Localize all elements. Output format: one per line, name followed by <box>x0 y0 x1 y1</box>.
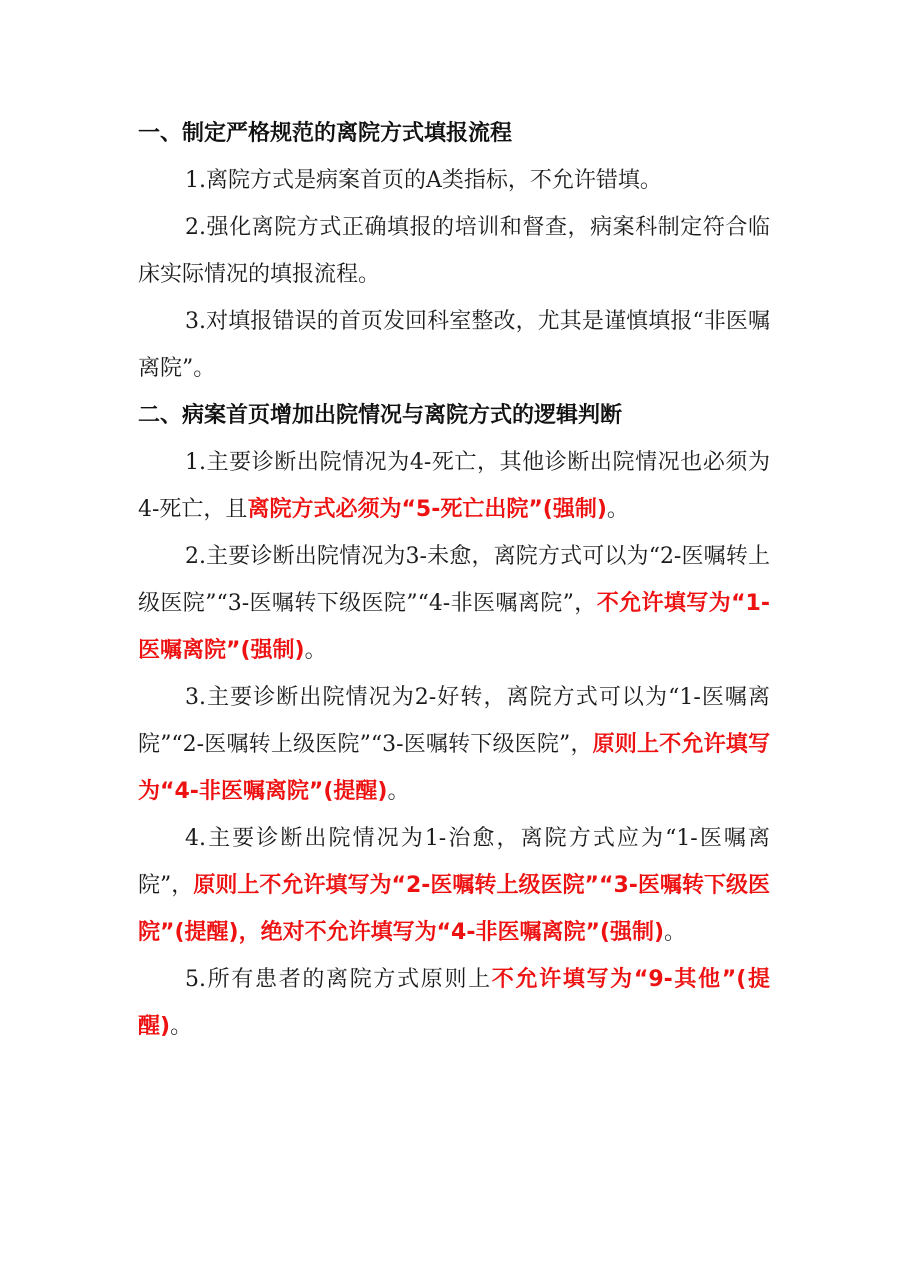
section-2-item-3 <box>138 674 770 815</box>
item-text: 2.主要诊断出院情况为3-未愈，离院方式可以为“2-医嘱转上级医院”“3-医嘱转下级医院”“4-非医嘱离院”， <box>138 544 770 616</box>
item-end: 。 <box>304 638 327 663</box>
rule-highlight: 不允许填写为“9-其他”(提醒) <box>138 967 770 1039</box>
section-1-heading: 一、制定严格规范的离院方式填报流程 <box>138 121 513 146</box>
document-page <box>138 110 770 1050</box>
item-end: 。 <box>387 779 410 804</box>
section-2-item-2 <box>138 533 770 674</box>
rule-highlight: 原则上不允许填写为“2-医嘱转上级医院”“3-医嘱转下级医院”(提醒)，绝对不允许填写为“4-非医嘱离院”(强制) <box>138 873 770 945</box>
rule-highlight: 离院方式必须为“5-死亡出院”(强制) <box>247 497 607 522</box>
item-text: 4.主要诊断出院情况为1-治愈，离院方式应为“1-医嘱离院”， <box>138 826 770 898</box>
item-end: 。 <box>170 1014 193 1039</box>
rule-highlight: 不允许填写为“1-医嘱离院”(强制) <box>138 591 770 663</box>
section-1-item-2: 2.强化离院方式正确填报的培训和督查，病案科制定符合临床实际情况的填报流程。 <box>138 215 770 287</box>
section-2-item-5 <box>138 956 770 1050</box>
item-end: 。 <box>664 920 687 945</box>
section-2-item-1 <box>138 439 770 533</box>
section-2-item-4 <box>138 815 770 956</box>
section-1-item-3: 3.对填报错误的首页发回科室整改，尤其是谨慎填报“非医嘱离院”。 <box>138 309 770 381</box>
item-text: 3.主要诊断出院情况为2-好转，离院方式可以为“1-医嘱离院”“2-医嘱转上级医院”“3-医嘱转下级医院”， <box>138 685 770 757</box>
section-2-heading: 二、病案首页增加出院情况与离院方式的逻辑判断 <box>138 403 623 428</box>
item-end: 。 <box>606 497 629 522</box>
item-text: 5.所有患者的离院方式原则上 <box>185 967 492 992</box>
section-1-item-1: 1.离院方式是病案首页的A类指标，不允许错填。 <box>185 168 662 193</box>
rule-highlight: 原则上不允许填写为“4-非医嘱离院”(提醒) <box>138 732 770 804</box>
item-text: 1.主要诊断出院情况为4-死亡，其他诊断出院情况也必须为4-死亡，且 <box>138 450 770 522</box>
